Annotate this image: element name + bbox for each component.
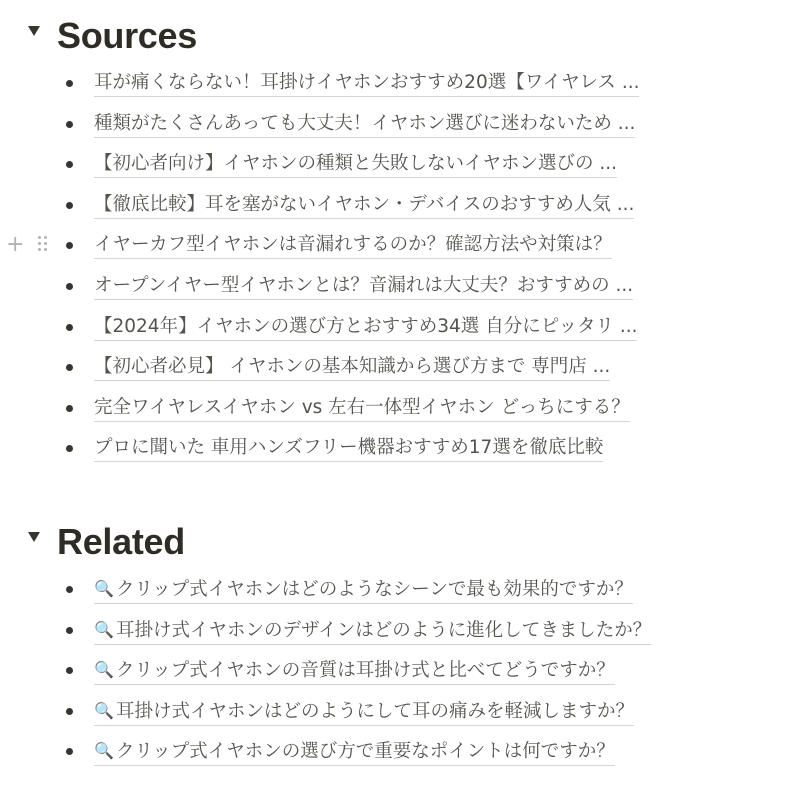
source-link[interactable]: オープンイヤー型イヤホンとは？音漏れは大丈夫？おすすめの ... (94, 273, 633, 300)
sources-toggle-icon[interactable] (28, 26, 40, 36)
bullet-icon (66, 405, 73, 412)
source-link[interactable]: 【徹底比較】耳を塞がないイヤホン・デバイスのおすすめ人気 ... (94, 192, 634, 219)
list-item (0, 570, 800, 611)
related-question-label: 耳掛け式イヤホンはどのようにして耳の痛みを軽減しますか？ (116, 700, 635, 722)
list-item (0, 186, 800, 227)
list-item (0, 732, 800, 773)
source-link[interactable]: 【初心者必見】 イヤホンの基本知識から選び方まで 専門店 ... (94, 354, 610, 381)
sources-list (0, 64, 800, 470)
source-link[interactable]: 完全ワイヤレスイヤホン vs 左右一体型イヤホン どっちにする？ (94, 395, 630, 422)
bullet-icon (66, 586, 73, 593)
magnifier-icon: 🔍 (94, 700, 114, 720)
bullet-icon (66, 242, 73, 249)
list-item (0, 64, 800, 105)
related-question-link[interactable] (94, 617, 651, 645)
drag-handle-icon[interactable] (38, 236, 48, 254)
magnifier-icon: 🔍 (94, 741, 114, 761)
related-question-link[interactable] (94, 576, 633, 604)
bullet-icon (66, 364, 73, 371)
related-question-link[interactable] (94, 698, 634, 726)
list-item (0, 651, 800, 692)
bullet-icon (66, 667, 73, 674)
source-link[interactable]: 種類がたくさんあっても大丈夫！イヤホン選びに迷わないため ... (94, 111, 635, 138)
related-heading: Related (57, 521, 185, 562)
list-item (0, 226, 800, 267)
related-question-label: 耳掛け式イヤホンのデザインはどのように進化してきましたか？ (116, 619, 652, 641)
add-block-plus-icon[interactable]: + (6, 232, 25, 258)
related-question-link[interactable] (94, 657, 615, 685)
list-item (0, 611, 800, 652)
list-item (0, 308, 800, 349)
bullet-icon (66, 445, 73, 452)
sources-heading-block (0, 12, 800, 60)
bullet-icon (66, 708, 73, 715)
bullet-icon (66, 627, 73, 634)
row-controls (6, 232, 48, 258)
source-link[interactable]: 【2024年】イヤホンの選び方とおすすめ34選 自分にピッタリ ... (94, 314, 637, 341)
bullet-icon (66, 202, 73, 209)
list-item (0, 267, 800, 308)
magnifier-icon: 🔍 (94, 619, 114, 639)
magnifier-icon: 🔍 (94, 579, 114, 598)
sources-section (0, 12, 800, 459)
list-item (0, 348, 800, 389)
source-link[interactable]: イヤーカフ型イヤホンは音漏れするのか？確認方法や対策は？ (94, 232, 612, 259)
list-item (0, 389, 800, 430)
bullet-icon (66, 80, 73, 87)
related-question-link[interactable] (94, 738, 615, 766)
related-heading-block (0, 518, 800, 566)
related-section (0, 518, 800, 763)
magnifier-icon: 🔍 (94, 660, 114, 680)
related-question-label: クリップ式イヤホンの音質は耳掛け式と比べてどうですか？ (116, 660, 615, 682)
bullet-icon (66, 161, 73, 168)
list-item (0, 105, 800, 146)
source-link[interactable]: 耳が痛くならない！耳掛けイヤホンおすすめ20選【ワイヤレス ... (94, 70, 639, 97)
bullet-icon (66, 121, 73, 128)
related-question-label: クリップ式イヤホンはどのようなシーンで最も効果的ですか？ (116, 579, 633, 600)
related-question-label: クリップ式イヤホンの選び方で重要なポイントは何ですか？ (116, 741, 615, 763)
list-item (0, 145, 800, 186)
list-item (0, 429, 800, 470)
source-link[interactable]: プロに聞いた 車用ハンズフリー機器おすすめ17選を徹底比較 (94, 435, 603, 462)
list-item (0, 692, 800, 733)
related-list (0, 570, 800, 773)
bullet-icon (66, 324, 73, 331)
bullet-icon (66, 748, 73, 755)
sources-heading: Sources (57, 15, 197, 56)
related-toggle-icon[interactable] (28, 532, 40, 542)
source-link[interactable]: 【初心者向け】イヤホンの種類と失敗しないイヤホン選びの ... (94, 151, 617, 178)
bullet-icon (66, 283, 73, 290)
